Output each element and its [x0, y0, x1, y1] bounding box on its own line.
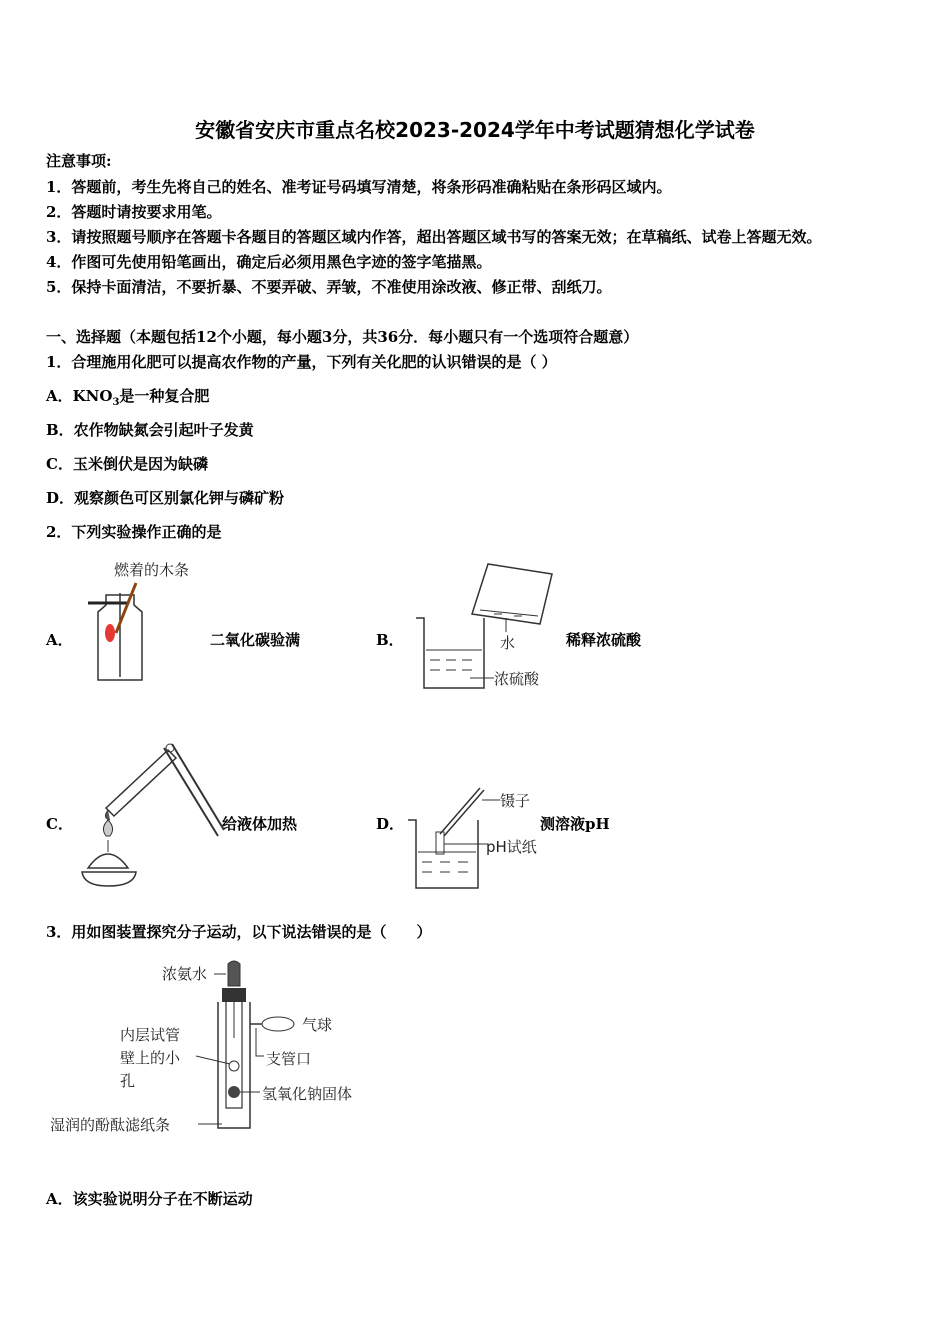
heating-liquid-diagram [78, 740, 228, 890]
hole-pointer [196, 1056, 230, 1064]
page-title: 安徽省安庆市重点名校2023-2024学年中考试题猜想化学试卷 [195, 118, 755, 142]
test-tube-holder [164, 744, 224, 836]
notice-item-4: 4．作图可先使用铅笔画出，确定后必须用黑色字迹的签字笔描黑。 [46, 253, 492, 271]
lamp-base [82, 872, 136, 886]
question-1-option-c: C．玉米倒伏是因为缺磷 [46, 455, 208, 473]
co2-full-test-diagram [80, 555, 220, 685]
q2-option-a-letter: A． [46, 631, 73, 649]
option-a-subscript: 3 [112, 397, 120, 408]
inner-hole-label-2: 壁上的小 [120, 1049, 181, 1067]
tube-mouth [166, 744, 174, 752]
alcohol-lamp [88, 854, 128, 868]
q2-option-a-caption: 二氧化碳验满 [210, 631, 301, 649]
notice-heading: 注意事项: [46, 152, 112, 170]
rubber-stopper [222, 988, 246, 1002]
acid-label: 浓硫酸 [494, 670, 540, 688]
naoh-label: 氢氧化钠固体 [262, 1085, 353, 1103]
dilute-acid-diagram [410, 552, 570, 692]
acid-liquid [426, 650, 482, 670]
ph-test-diagram [404, 784, 554, 894]
tweezers-label: 镊子 [500, 792, 531, 810]
inner-hole-label-3: 孔 [120, 1072, 136, 1090]
flame-icon [103, 820, 112, 836]
q2-option-b-caption: 稀释浓硫酸 [566, 631, 642, 649]
q2-option-c-letter: C． [46, 815, 73, 833]
wood-stick [116, 583, 136, 633]
tilted-beaker [472, 564, 552, 624]
balloon-icon [262, 1017, 294, 1031]
q2-option-c-caption: 给液体加热 [222, 815, 298, 833]
question-1-stem: 1．合理施用化肥可以提高农作物的产量，下列有关化肥的认识错误的是（ ） [46, 353, 557, 371]
side-port-label: 支管口 [266, 1050, 312, 1068]
question-1-option-b: B．农作物缺氮会引起叶子发黄 [46, 421, 254, 439]
notice-item-1: 1．答题前，考生先将自己的姓名、准考证号码填写清楚，将条形码准确粘贴在条形码区域内。 [46, 178, 672, 196]
test-tube [106, 750, 176, 816]
notice-item-2: 2．答题时请按要求用笔。 [46, 203, 222, 221]
water-label: 水 [500, 634, 516, 652]
notice-item-3: 3．请按照题号顺序在答题卡各题目的答题区域内作答，超出答题区域书写的答案无效；在草稿纸、试卷上答题无效。 [46, 228, 822, 246]
section-heading: 一、选择题（本题包括12个小题，每小题3分，共36分．每小题只有一个选项符合题意） [46, 328, 639, 346]
question-3-stem: 3．用如图装置探究分子运动，以下说法错误的是（ ） [46, 923, 432, 941]
notice-item-5: 5．保持卡面清洁，不要折暴、不要弄破、弄皱，不准使用涂改液、修正带、刮纸刀。 [46, 278, 612, 296]
molecular-motion-diagram [46, 958, 386, 1148]
inner-hole-label-1: 内层试管 [120, 1026, 181, 1044]
burning-stick-label: 燃着的木条 [114, 561, 190, 579]
flame-icon [105, 624, 115, 642]
q2-option-d-caption: 测溶液pH [540, 815, 610, 833]
filter-paper-label: 湿润的酚酞滤纸条 [50, 1116, 171, 1134]
ph-paper [436, 832, 444, 854]
side-port-pointer [256, 1028, 264, 1056]
ammonia-label: 浓氨水 [162, 965, 208, 983]
naoh-solid [228, 1086, 240, 1098]
question-3-option-a: A．该实验说明分子在不断运动 [46, 1190, 253, 1208]
solution-liquid [418, 852, 476, 872]
q2-option-d-letter: D． [376, 815, 405, 833]
small-hole [229, 1061, 239, 1071]
dropper-bulb [228, 961, 240, 986]
question-1-option-a [46, 387, 209, 412]
question-1-option-d: D．观察颜色可区别氯化钾与磷矿粉 [46, 489, 285, 507]
option-a-suffix: 是一种复合肥 [119, 387, 210, 405]
water-liquid [480, 610, 538, 616]
q2-option-b-letter: B． [376, 631, 404, 649]
question-2-stem: 2．下列实验操作正确的是 [46, 523, 222, 541]
option-a-prefix: A．KNO [46, 387, 113, 405]
balloon-label: 气球 [302, 1016, 333, 1034]
ph-paper-label: pH试纸 [486, 838, 537, 856]
